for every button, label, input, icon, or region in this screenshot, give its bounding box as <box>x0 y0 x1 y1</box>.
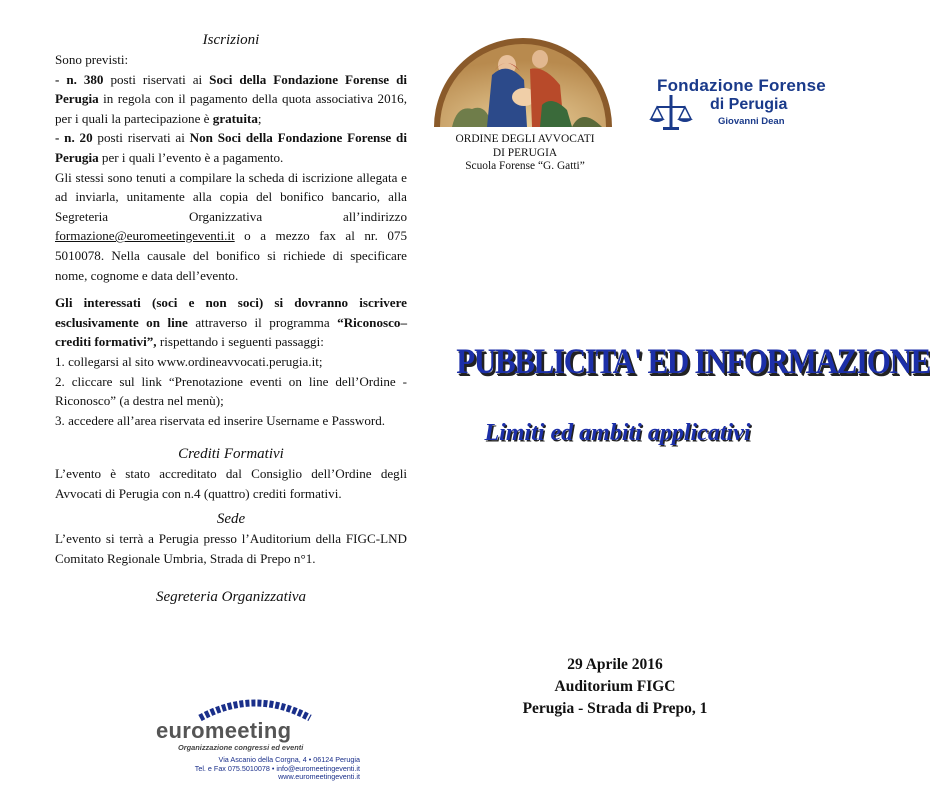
euromeeting-arc-icon <box>190 694 320 720</box>
euromeeting-tagline: Organizzazione congressi ed eventi <box>178 743 304 752</box>
ordine-caption <box>420 133 630 174</box>
iscrizioni-title: Iscrizioni <box>202 32 260 48</box>
sede-title: Sede <box>216 511 246 528</box>
iscrizioni-non-soci: - n. 20 posti riservati ai Non Soci della Fondazione Forense di Perugia per i quali l’evento è a pagamento. <box>55 130 407 165</box>
step-1: 1. collegarsi al sito www.ordineavvocati.perugia.it; <box>55 353 323 369</box>
euromeeting-address <box>120 756 360 782</box>
iscrizioni-intro: Sono previsti: <box>55 52 129 67</box>
euromeeting-addr2: Tel. e Fax 075.5010078 • info@euromeetingeventi.it <box>194 763 360 773</box>
event-venue: Auditorium FIGC <box>554 678 676 695</box>
euromeeting-logo <box>120 690 360 780</box>
step-3: 3. accedere all’area riservata ed inserire Username e Password. <box>55 412 386 428</box>
ordine-line3: Scuola Forense “G. Gatti” <box>465 160 585 172</box>
event-date: 29 Aprile 2016 <box>567 656 663 673</box>
crediti-title: Crediti Formativi <box>178 446 284 463</box>
ordine-line2: DI PERUGIA <box>492 146 558 159</box>
main-title: PUBBLICITA' ED INFORMAZIONE <box>456 341 930 381</box>
sede-text: L’evento si terrà a Perugia presso l’Auditorium della FIGC-LND Comitato Regionale Umbria, Strada di Prepo n°1. <box>55 531 407 567</box>
event-info <box>465 654 765 720</box>
ordine-line1: ORDINE DEGLI AVVOCATI <box>455 133 595 145</box>
step-2: 2. cliccare sul link “Prenotazione eventi on line dell’Ordine - Riconosco” (a destra nel menù); <box>55 373 407 409</box>
iscrizioni-soci: - n. 380 posti riservati ai Soci della Fondazione Forense di Perugia in regola con il pagamento della quota associativa 2016, per i quali la partecipazione è gratuita; <box>55 71 407 126</box>
iscrizioni-online: Gli interessati (soci e non soci) si dovranno iscrivere esclusivamente on line attraverso il programma “Riconosco–crediti formativi”, rispettando i seguenti passaggi: <box>55 295 407 350</box>
euromeeting-addr1: Via Ascanio della Corgna, 4 • 06124 Perugia <box>218 755 360 764</box>
event-address: Perugia - Strada di Prepo, 1 <box>522 700 708 717</box>
fondazione-title: Fondazione Forense <box>657 76 826 95</box>
email-link[interactable]: formazione@euromeetingeventi.it <box>55 228 235 244</box>
euromeeting-addr3: www.euromeetingeventi.it <box>278 772 360 782</box>
ordine-fresco-logo <box>432 35 614 127</box>
iscrizioni-scheda: Gli stessi sono tenuti a compilare la scheda di iscrizione allegata e ad inviarla, unitamente alla copia del bonifico bancario, alla Segreteria Organizzativa all’indirizzo formazione@euromeetingeventi.it o a mezzo fax al nr. 075 5010078. Nella causale del bonifico si richiede di specificare nome, cognome e data dell’evento. <box>55 169 407 283</box>
sub-title: Limiti ed ambiti applicativi <box>484 420 751 446</box>
euromeeting-name: euromeeting <box>156 718 292 743</box>
segreteria-title: Segreteria Organizzativa <box>155 588 307 605</box>
crediti-text: L’evento è stato accreditato dal Consiglio dell’Ordine degli Avvocati di Perugia con n.4 (quattro) crediti formativi. <box>55 466 407 501</box>
fondazione-name: Giovanni Dean <box>718 116 785 127</box>
fondazione-subtitle: di Perugia <box>710 96 788 113</box>
left-column <box>55 30 407 607</box>
